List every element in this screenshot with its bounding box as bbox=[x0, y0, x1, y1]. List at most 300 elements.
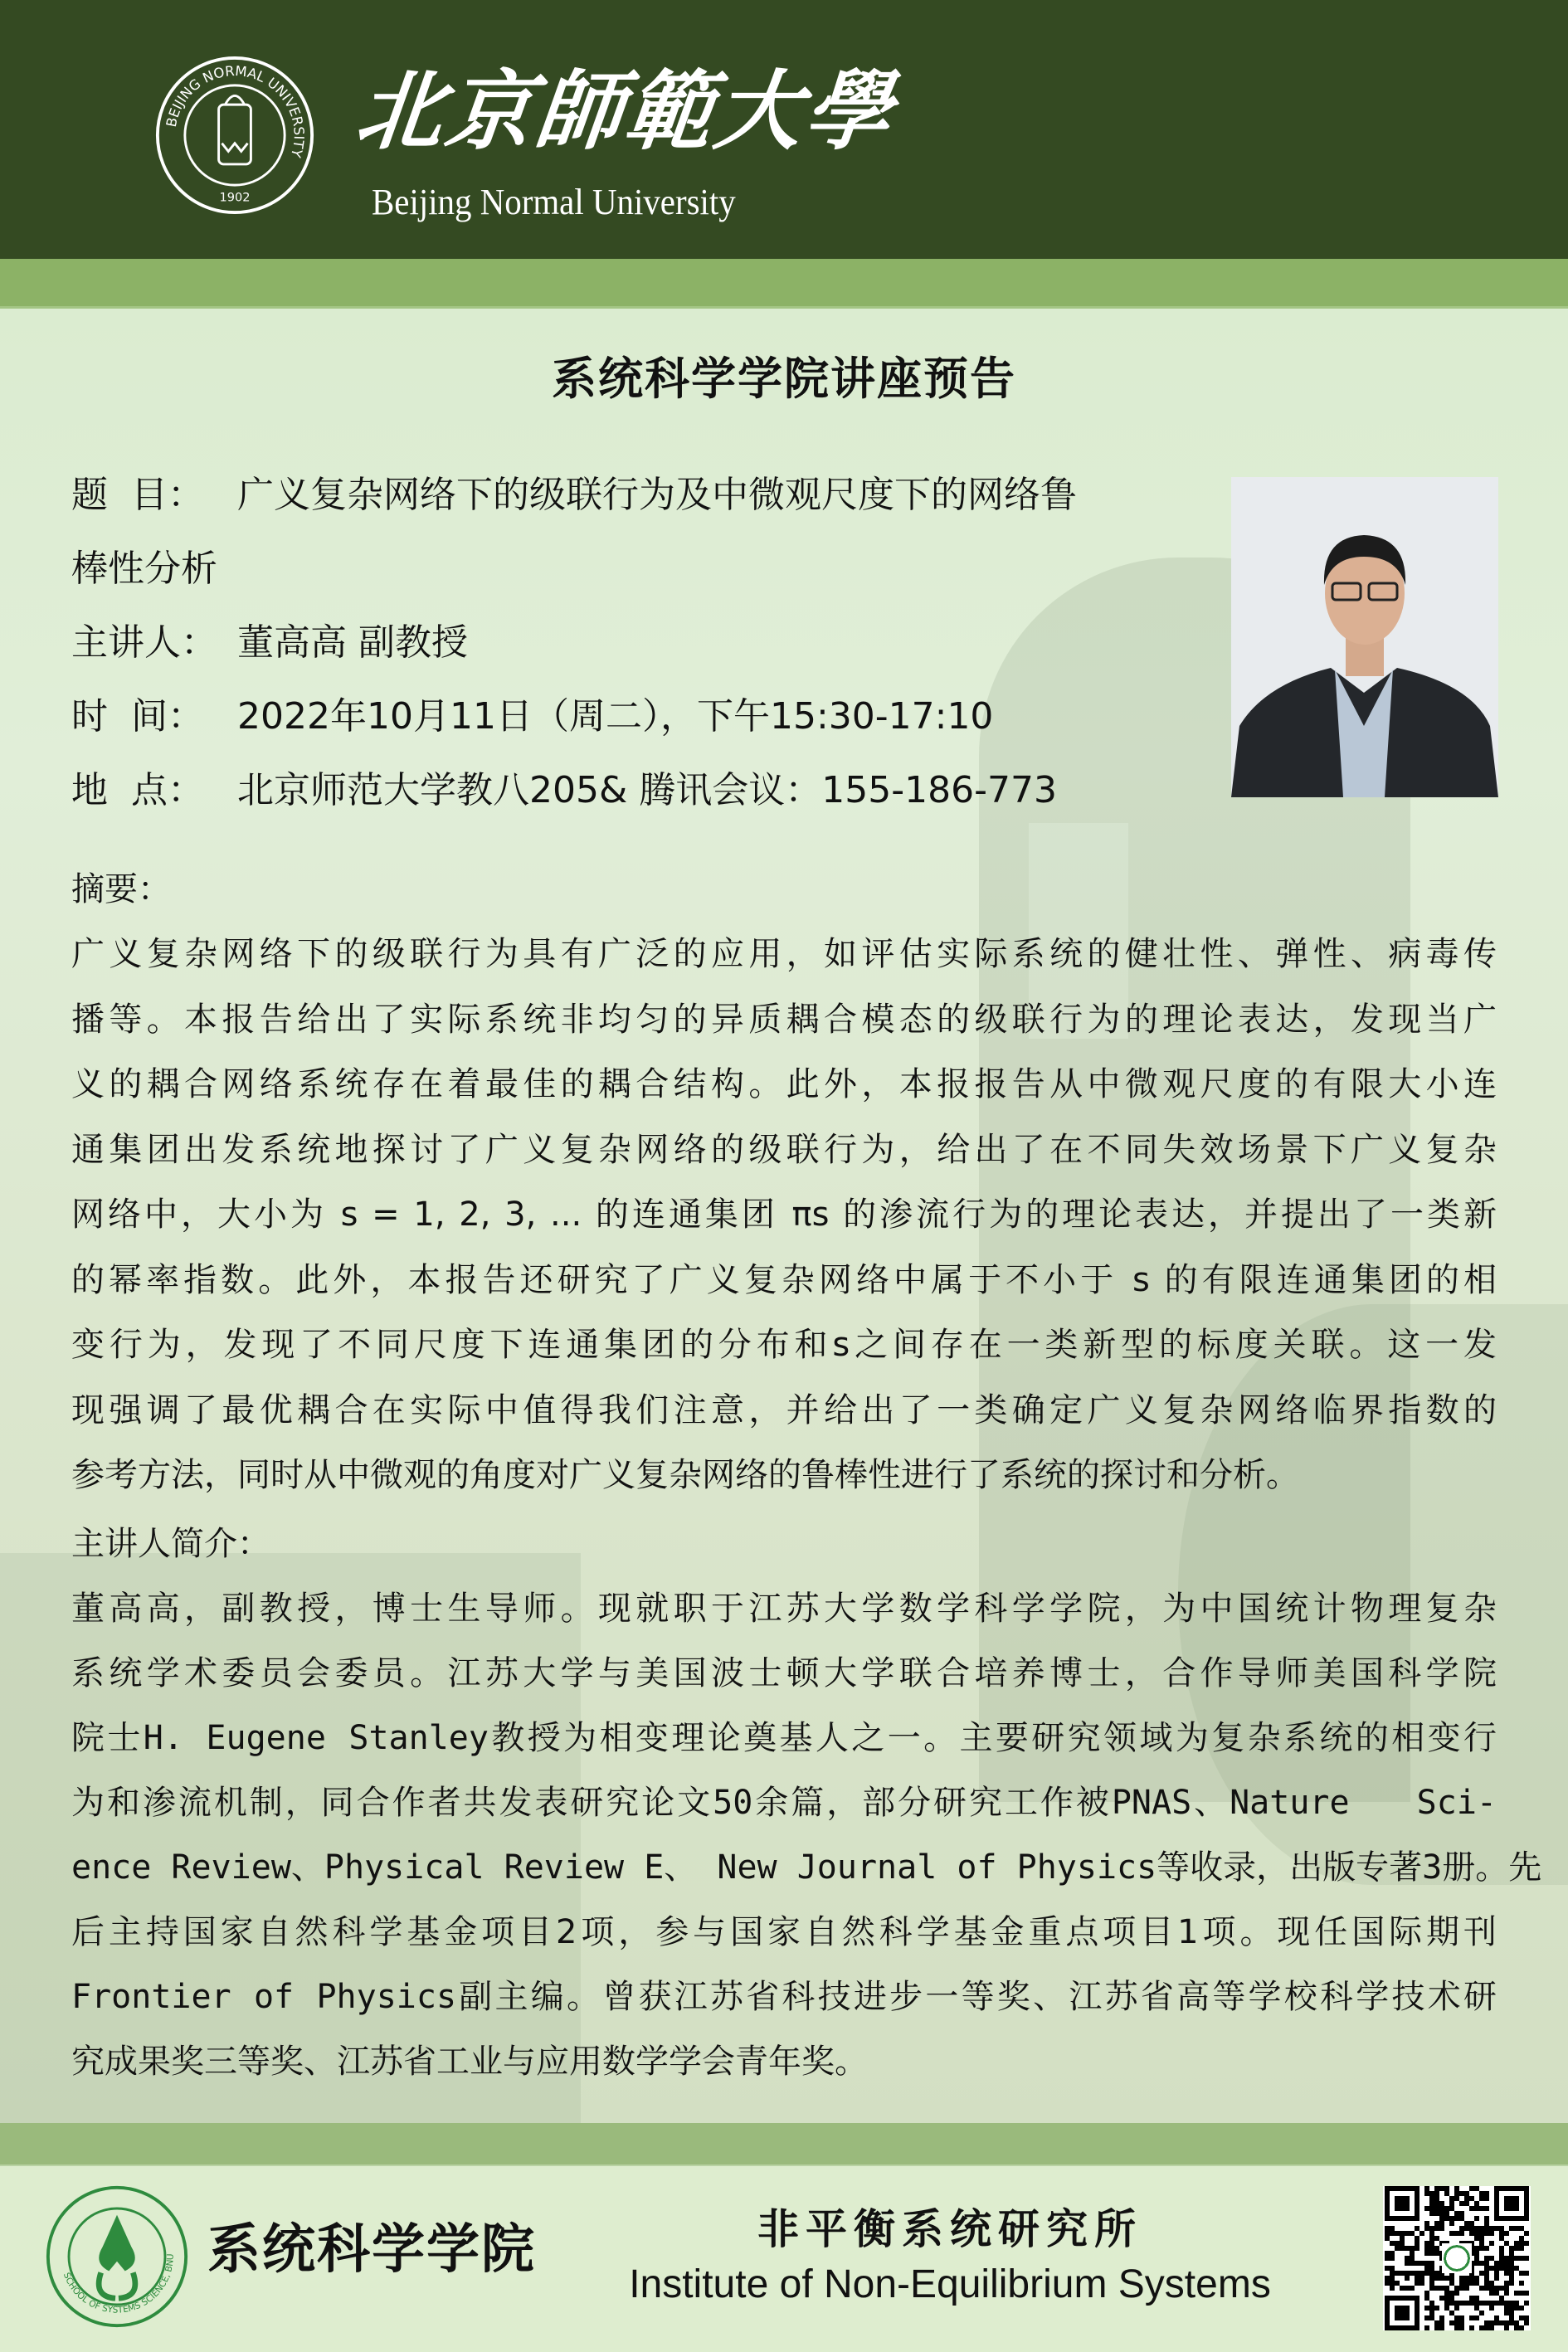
qr-module bbox=[1419, 2271, 1424, 2276]
qr-module bbox=[1464, 2196, 1469, 2201]
qr-module bbox=[1519, 2256, 1524, 2261]
qr-module bbox=[1514, 2226, 1519, 2231]
qr-module bbox=[1439, 2216, 1444, 2221]
qr-module bbox=[1514, 2291, 1519, 2296]
qr-module bbox=[1390, 2281, 1395, 2286]
qr-module bbox=[1434, 2206, 1439, 2211]
qr-module bbox=[1484, 2261, 1489, 2266]
qr-module bbox=[1449, 2206, 1454, 2211]
qr-module bbox=[1444, 2206, 1449, 2211]
qr-module bbox=[1504, 2301, 1509, 2306]
institute-name-cn: 非平衡系统研究所 bbox=[757, 2204, 1142, 2253]
qr-module bbox=[1459, 2211, 1464, 2216]
qr-module bbox=[1484, 2246, 1489, 2251]
qr-module bbox=[1424, 2186, 1429, 2191]
qr-module bbox=[1415, 2276, 1419, 2281]
qr-module bbox=[1449, 2311, 1454, 2315]
qr-module bbox=[1494, 2266, 1499, 2271]
qr-module bbox=[1405, 2256, 1410, 2261]
qr-module bbox=[1405, 2246, 1410, 2251]
qr-module bbox=[1509, 2226, 1514, 2231]
qr-module bbox=[1474, 2256, 1479, 2261]
bio-line: Frontier of Physics副主编。曾获江苏省科技进步一等奖、江苏省高等学校科学技术研 bbox=[71, 1978, 1497, 2016]
qr-module bbox=[1504, 2241, 1509, 2246]
qr-module bbox=[1474, 2226, 1479, 2231]
qr-module bbox=[1419, 2276, 1424, 2281]
qr-module bbox=[1494, 2276, 1499, 2281]
qr-module bbox=[1419, 2261, 1424, 2266]
qr-module bbox=[1519, 2306, 1524, 2311]
qr-module bbox=[1469, 2186, 1474, 2191]
qr-module bbox=[1429, 2211, 1434, 2216]
qr-module bbox=[1479, 2206, 1484, 2211]
background-grass bbox=[0, 1553, 581, 2123]
qr-module bbox=[1479, 2236, 1484, 2241]
qr-module bbox=[1400, 2241, 1405, 2246]
qr-module bbox=[1429, 2311, 1434, 2315]
qr-finder bbox=[1504, 2196, 1519, 2211]
qr-module bbox=[1484, 2206, 1489, 2211]
qr-module bbox=[1499, 2231, 1504, 2236]
qr-module bbox=[1509, 2251, 1514, 2256]
qr-module bbox=[1395, 2246, 1400, 2251]
qr-module bbox=[1439, 2201, 1444, 2206]
qr-module bbox=[1484, 2281, 1489, 2286]
qr-module bbox=[1400, 2236, 1405, 2241]
place-line bbox=[71, 769, 1057, 811]
qr-module bbox=[1474, 2201, 1479, 2206]
qr-module bbox=[1484, 2271, 1489, 2276]
speaker-photo bbox=[1231, 477, 1498, 797]
qr-module bbox=[1499, 2261, 1504, 2266]
qr-module bbox=[1434, 2271, 1439, 2276]
qr-module bbox=[1434, 2236, 1439, 2241]
qr-module bbox=[1484, 2226, 1489, 2231]
qr-module bbox=[1429, 2286, 1434, 2291]
qr-module bbox=[1459, 2281, 1464, 2286]
qr-module bbox=[1509, 2246, 1514, 2251]
qr-module bbox=[1474, 2216, 1479, 2221]
qr-module bbox=[1509, 2320, 1514, 2325]
qr-module bbox=[1405, 2261, 1410, 2266]
qr-module bbox=[1524, 2320, 1529, 2325]
qr-module bbox=[1524, 2241, 1529, 2246]
qr-module bbox=[1494, 2226, 1499, 2231]
qr-module bbox=[1449, 2221, 1454, 2226]
qr-module bbox=[1405, 2231, 1410, 2236]
qr-module bbox=[1464, 2301, 1469, 2306]
qr-module bbox=[1504, 2281, 1509, 2286]
qr-module bbox=[1494, 2320, 1499, 2325]
qr-module bbox=[1454, 2231, 1459, 2236]
qr-module bbox=[1499, 2296, 1504, 2301]
qr-module bbox=[1454, 2216, 1459, 2221]
qr-module bbox=[1519, 2236, 1524, 2241]
qr-module bbox=[1424, 2291, 1429, 2296]
qr-module bbox=[1484, 2216, 1489, 2221]
qr-module bbox=[1434, 2246, 1439, 2251]
qr-module bbox=[1459, 2320, 1464, 2325]
qr-module bbox=[1434, 2320, 1439, 2325]
qr-module bbox=[1454, 2286, 1459, 2291]
qr-module bbox=[1504, 2271, 1509, 2276]
qr-module bbox=[1464, 2201, 1469, 2206]
qr-module bbox=[1494, 2301, 1499, 2306]
place-label: 地 点： bbox=[71, 769, 204, 811]
bottom-accent-band bbox=[0, 2123, 1568, 2166]
qr-module bbox=[1459, 2276, 1464, 2281]
qr-module bbox=[1484, 2256, 1489, 2261]
svg-text:SCHOOL OF SYSTEMS SCIENCE, BNU: SCHOOL OF SYSTEMS SCIENCE, BNU bbox=[61, 2253, 176, 2315]
qr-module bbox=[1434, 2201, 1439, 2206]
qr-module bbox=[1499, 2236, 1504, 2241]
qr-module bbox=[1489, 2241, 1494, 2246]
qr-module bbox=[1474, 2296, 1479, 2301]
bio-line: 系统学术委员会委员。江苏大学与美国波士顿大学联合培养博士，合作导师美国科学院 bbox=[71, 1654, 1497, 1692]
qr-module bbox=[1444, 2291, 1449, 2296]
qr-module bbox=[1434, 2186, 1439, 2191]
qr-module bbox=[1484, 2191, 1489, 2196]
qr-module bbox=[1514, 2256, 1519, 2261]
qr-module bbox=[1474, 2276, 1479, 2281]
qr-module bbox=[1484, 2221, 1489, 2226]
qr-module bbox=[1464, 2226, 1469, 2231]
qr-module bbox=[1489, 2320, 1494, 2325]
qr-module bbox=[1415, 2271, 1419, 2276]
qr-module bbox=[1464, 2191, 1469, 2196]
abstract-line: 通集团出发系统地探讨了广义复杂网络的级联行为，给出了在不同失效场景下广义复杂 bbox=[71, 1130, 1497, 1169]
qr-module bbox=[1410, 2231, 1415, 2236]
bio-heading: 主讲人简介： bbox=[71, 1525, 270, 1563]
qr-module bbox=[1509, 2301, 1514, 2306]
qr-module bbox=[1400, 2231, 1405, 2236]
qr-module bbox=[1484, 2231, 1489, 2236]
bio-line: 究成果奖三等奖、江苏省工业与应用数学学会青年奖。 bbox=[71, 2043, 868, 2081]
qr-module bbox=[1519, 2281, 1524, 2286]
abstract-line: 义的耦合网络系统存在着最佳的耦合结构。此外，本报报告从中微观尺度的有限大小连 bbox=[71, 1065, 1497, 1103]
qr-module bbox=[1449, 2301, 1454, 2306]
qr-module bbox=[1385, 2236, 1390, 2241]
topic-text: 广义复杂网络下的级联行为及中微观尺度下的网络鲁 bbox=[237, 474, 1077, 516]
qr-module bbox=[1385, 2276, 1390, 2281]
qr-module bbox=[1474, 2236, 1479, 2241]
qr-module bbox=[1519, 2246, 1524, 2251]
qr-module bbox=[1479, 2325, 1484, 2330]
qr-module bbox=[1439, 2221, 1444, 2226]
qr-module bbox=[1449, 2281, 1454, 2286]
qr-module bbox=[1444, 2296, 1449, 2301]
qr-module bbox=[1524, 2315, 1529, 2320]
qr-module bbox=[1519, 2291, 1524, 2296]
qr-module bbox=[1429, 2261, 1434, 2266]
qr-module bbox=[1385, 2251, 1390, 2256]
qr-module bbox=[1514, 2266, 1519, 2271]
qr-module bbox=[1444, 2286, 1449, 2291]
qr-module bbox=[1429, 2266, 1434, 2271]
qr-module bbox=[1524, 2271, 1529, 2276]
qr-module bbox=[1429, 2281, 1434, 2286]
qr-module bbox=[1459, 2226, 1464, 2231]
qr-module bbox=[1519, 2226, 1524, 2231]
qr-module bbox=[1489, 2301, 1494, 2306]
qr-code[interactable] bbox=[1383, 2186, 1531, 2330]
topic-line bbox=[71, 474, 1077, 516]
abstract-line: 播等。本报告给出了实际系统非均匀的异质耦合模态的级联行为的理论表达，发现当广 bbox=[71, 1000, 1497, 1039]
qr-module bbox=[1504, 2325, 1509, 2330]
qr-module bbox=[1415, 2281, 1419, 2286]
institute-name-en: Institute of Non-Equilibrium Systems bbox=[629, 2262, 1271, 2306]
qr-module bbox=[1439, 2296, 1444, 2301]
qr-module bbox=[1439, 2315, 1444, 2320]
qr-module bbox=[1390, 2286, 1395, 2291]
qr-module bbox=[1424, 2206, 1429, 2211]
qr-module bbox=[1400, 2246, 1405, 2251]
qr-module bbox=[1504, 2291, 1509, 2296]
qr-module bbox=[1514, 2306, 1519, 2311]
qr-module bbox=[1424, 2191, 1429, 2196]
time-value: 2022年10月11日（周二），下午15:30-17:10 bbox=[237, 695, 994, 738]
qr-module bbox=[1469, 2301, 1474, 2306]
qr-module bbox=[1499, 2251, 1504, 2256]
qr-module bbox=[1464, 2276, 1469, 2281]
qr-module bbox=[1390, 2241, 1395, 2246]
qr-module bbox=[1419, 2231, 1424, 2236]
qr-module bbox=[1424, 2241, 1429, 2246]
qr-module bbox=[1444, 2276, 1449, 2281]
qr-module bbox=[1395, 2241, 1400, 2246]
qr-module bbox=[1499, 2320, 1504, 2325]
qr-module bbox=[1424, 2261, 1429, 2266]
qr-module bbox=[1469, 2276, 1474, 2281]
place-value: 北京师范大学教八205& 腾讯会议：155-186-773 bbox=[237, 769, 1057, 811]
qr-module bbox=[1524, 2231, 1529, 2236]
qr-module bbox=[1459, 2315, 1464, 2320]
qr-module bbox=[1454, 2325, 1459, 2330]
qr-module bbox=[1514, 2325, 1519, 2330]
qr-module bbox=[1444, 2211, 1449, 2216]
qr-module bbox=[1434, 2286, 1439, 2291]
qr-module bbox=[1469, 2325, 1474, 2330]
qr-module bbox=[1405, 2276, 1410, 2281]
qr-module bbox=[1454, 2186, 1459, 2191]
qr-module bbox=[1459, 2301, 1464, 2306]
top-accent-band bbox=[0, 259, 1568, 309]
qr-module bbox=[1514, 2320, 1519, 2325]
abstract-line: 的幂率指数。此外，本报告还研究了广义复杂网络中属于不小于 s 的有限连通集团的相 bbox=[71, 1260, 1497, 1299]
qr-module bbox=[1509, 2261, 1514, 2266]
qr-module bbox=[1395, 2231, 1400, 2236]
qr-module bbox=[1474, 2231, 1479, 2236]
qr-module bbox=[1434, 2211, 1439, 2216]
qr-module bbox=[1439, 2276, 1444, 2281]
qr-module bbox=[1464, 2281, 1469, 2286]
abstract-line: 变行为，发现了不同尺度下连通集团的分布和s之间存在一类新型的标度关联。这一发 bbox=[71, 1326, 1497, 1364]
qr-module bbox=[1449, 2216, 1454, 2221]
qr-module bbox=[1489, 2306, 1494, 2311]
qr-module bbox=[1439, 2226, 1444, 2231]
qr-module bbox=[1400, 2286, 1405, 2291]
qr-module bbox=[1474, 2281, 1479, 2286]
qr-module bbox=[1454, 2301, 1459, 2306]
qr-module bbox=[1474, 2315, 1479, 2320]
bio-line: 为和渗流机制，同合作者共发表研究论文50余篇，部分研究工作被PNAS、Nature Sci- bbox=[71, 1784, 1497, 1822]
qr-module bbox=[1385, 2266, 1390, 2271]
time-label: 时 间： bbox=[71, 695, 204, 738]
bio-line: 董高高，副教授，博士生导师。现就职于江苏大学数学科学学院，为中国统计物理复杂 bbox=[71, 1590, 1497, 1628]
qr-module bbox=[1469, 2206, 1474, 2211]
qr-module bbox=[1390, 2266, 1395, 2271]
qr-module bbox=[1519, 2315, 1524, 2320]
qr-module bbox=[1449, 2296, 1454, 2301]
qr-module bbox=[1479, 2246, 1484, 2251]
qr-module bbox=[1449, 2291, 1454, 2296]
svg-text:1902: 1902 bbox=[219, 190, 251, 205]
qr-module bbox=[1459, 2231, 1464, 2236]
school-name: 系统科学学院 bbox=[207, 2219, 536, 2281]
qr-module bbox=[1429, 2196, 1434, 2201]
qr-module bbox=[1484, 2301, 1489, 2306]
qr-module bbox=[1385, 2231, 1390, 2236]
qr-module bbox=[1395, 2281, 1400, 2286]
qr-module bbox=[1410, 2271, 1415, 2276]
qr-module bbox=[1449, 2276, 1454, 2281]
abstract-line: 广义复杂网络下的级联行为具有广泛的应用，如评估实际系统的健壮性、弹性、病毒传 bbox=[71, 935, 1497, 973]
qr-module bbox=[1509, 2315, 1514, 2320]
school-logo bbox=[45, 2184, 189, 2329]
qr-module bbox=[1410, 2256, 1415, 2261]
qr-module bbox=[1454, 2196, 1459, 2201]
qr-module bbox=[1424, 2246, 1429, 2251]
qr-module bbox=[1459, 2216, 1464, 2221]
qr-module bbox=[1429, 2271, 1434, 2276]
qr-module bbox=[1429, 2306, 1434, 2311]
qr-module bbox=[1499, 2246, 1504, 2251]
qr-module bbox=[1454, 2211, 1459, 2216]
time-line bbox=[71, 695, 994, 738]
qr-module bbox=[1474, 2206, 1479, 2211]
qr-module bbox=[1434, 2196, 1439, 2201]
qr-module bbox=[1410, 2286, 1415, 2291]
qr-module bbox=[1459, 2201, 1464, 2206]
qr-module bbox=[1484, 2325, 1489, 2330]
qr-module bbox=[1459, 2191, 1464, 2196]
abstract-line: 网络中，大小为 s = 1, 2, 3, ... 的连通集团 πs 的渗流行为的理论表达，并提出了一类新 bbox=[71, 1195, 1497, 1234]
qr-module bbox=[1524, 2291, 1529, 2296]
qr-module bbox=[1469, 2281, 1474, 2286]
qr-module bbox=[1474, 2301, 1479, 2306]
qr-module bbox=[1499, 2226, 1504, 2231]
qr-module bbox=[1489, 2226, 1494, 2231]
qr-module bbox=[1390, 2276, 1395, 2281]
qr-module bbox=[1489, 2291, 1494, 2296]
qr-module bbox=[1479, 2196, 1484, 2201]
qr-module bbox=[1454, 2306, 1459, 2311]
qr-module bbox=[1489, 2281, 1494, 2286]
qr-module bbox=[1504, 2261, 1509, 2266]
qr-module bbox=[1504, 2266, 1509, 2271]
qr-module bbox=[1424, 2325, 1429, 2330]
qr-module bbox=[1484, 2320, 1489, 2325]
qr-module bbox=[1449, 2196, 1454, 2201]
qr-module bbox=[1429, 2191, 1434, 2196]
qr-module bbox=[1459, 2286, 1464, 2291]
qr-module bbox=[1489, 2286, 1494, 2291]
qr-module bbox=[1424, 2251, 1429, 2256]
qr-module bbox=[1439, 2320, 1444, 2325]
qr-module bbox=[1514, 2246, 1519, 2251]
qr-module bbox=[1424, 2315, 1429, 2320]
speaker-name: 董高高 副教授 bbox=[237, 621, 468, 664]
university-name-en: Beijing Normal University bbox=[372, 182, 736, 222]
speaker-line bbox=[71, 621, 468, 664]
qr-module bbox=[1464, 2286, 1469, 2291]
qr-module bbox=[1444, 2191, 1449, 2196]
qr-finder bbox=[1395, 2196, 1410, 2211]
qr-module bbox=[1439, 2206, 1444, 2211]
qr-module bbox=[1439, 2186, 1444, 2191]
qr-module bbox=[1439, 2211, 1444, 2216]
qr-module bbox=[1479, 2261, 1484, 2266]
qr-module bbox=[1489, 2256, 1494, 2261]
qr-module bbox=[1484, 2276, 1489, 2281]
header-bar bbox=[0, 0, 1568, 259]
qr-module bbox=[1494, 2291, 1499, 2296]
qr-module bbox=[1479, 2271, 1484, 2276]
bio-line: ence Review、Physical Review E、 New Journal of Physics等收录，出版专著3册。先 bbox=[71, 1848, 1542, 1887]
qr-module bbox=[1424, 2271, 1429, 2276]
qr-module bbox=[1454, 2291, 1459, 2296]
qr-module bbox=[1385, 2281, 1390, 2286]
qr-module bbox=[1509, 2256, 1514, 2261]
qr-module bbox=[1464, 2221, 1469, 2226]
qr-module bbox=[1469, 2231, 1474, 2236]
qr-module bbox=[1439, 2286, 1444, 2291]
qr-module bbox=[1429, 2301, 1434, 2306]
qr-module bbox=[1444, 2216, 1449, 2221]
qr-module bbox=[1494, 2286, 1499, 2291]
qr-module bbox=[1449, 2320, 1454, 2325]
topic-label: 题 目： bbox=[71, 474, 204, 516]
qr-module bbox=[1385, 2256, 1390, 2261]
qr-module bbox=[1519, 2241, 1524, 2246]
qr-module bbox=[1514, 2241, 1519, 2246]
qr-module bbox=[1484, 2286, 1489, 2291]
qr-module bbox=[1509, 2276, 1514, 2281]
abstract-line: 参考方法，同时从中微观的角度对广义复杂网络的鲁棒性进行了系统的探讨和分析。 bbox=[71, 1456, 1299, 1494]
qr-module bbox=[1499, 2301, 1504, 2306]
qr-module bbox=[1509, 2281, 1514, 2286]
qr-module bbox=[1444, 2301, 1449, 2306]
qr-module bbox=[1410, 2251, 1415, 2256]
topic-line-2: 棒性分析 bbox=[71, 548, 217, 590]
qr-module bbox=[1454, 2315, 1459, 2320]
qr-module bbox=[1479, 2301, 1484, 2306]
qr-module bbox=[1434, 2251, 1439, 2256]
qr-module bbox=[1410, 2261, 1415, 2266]
qr-module bbox=[1514, 2301, 1519, 2306]
qr-module bbox=[1415, 2241, 1419, 2246]
qr-module bbox=[1469, 2315, 1474, 2320]
qr-module bbox=[1504, 2320, 1509, 2325]
qr-module bbox=[1429, 2276, 1434, 2281]
qr-module bbox=[1479, 2311, 1484, 2315]
qr-module bbox=[1400, 2271, 1405, 2276]
qr-module bbox=[1454, 2191, 1459, 2196]
qr-module bbox=[1424, 2296, 1429, 2301]
qr-module bbox=[1390, 2256, 1395, 2261]
qr-module bbox=[1444, 2186, 1449, 2191]
qr-module bbox=[1429, 2241, 1434, 2246]
